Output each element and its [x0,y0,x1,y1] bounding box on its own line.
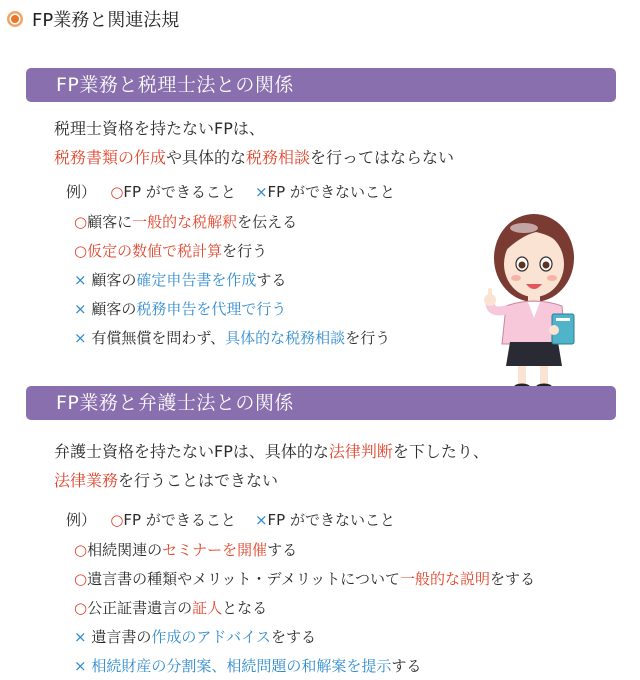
page-title-text: FP業務と関連法規 [32,10,180,31]
section2-intro-line2: 法律業務を行うことはできない [54,471,279,490]
section2-item: ○公正証書遺言の証人となる [74,599,268,617]
section2-item: × 相続財産の分割案、相続問題の和解案を提示する [74,657,422,675]
teacher-woman-illustration [476,206,596,392]
section1-item: ○仮定の数値で税計算を行う [74,242,268,260]
section2-item: × 遺言書の作成のアドバイスをする [74,628,316,646]
section2-item: ○遺言書の種類やメリット・デメリットについて一般的な説明をする [74,570,536,588]
section2-item: ○相続関連のセミナーを開催する [74,541,298,559]
orange-circle-bullet-icon [6,10,24,28]
section1-example-legend: 例） ○FP ができること ×FP ができないこと [66,183,395,201]
section2-intro-line1: 弁護士資格を持たないFPは、具体的な法律判断を下したり、 [54,442,489,461]
section2-heading: FP業務と弁護士法との関係 [26,386,616,420]
section1-item: ○顧客に一般的な税解釈を伝える [74,213,298,231]
page-title [6,6,179,32]
section1-item: × 顧客の税務申告を代理で行う [74,300,287,318]
section1-item: × 顧客の確定申告書を作成する [74,271,287,289]
section1-heading: FP業務と税理士法との関係 [26,68,616,102]
section1-item: × 有償無償を問わず、具体的な税務相談を行う [74,329,391,347]
section1-intro-line2: 税務書類の作成や具体的な税務相談を行ってはならない [54,148,455,167]
section1-intro-line1: 税理士資格を持たないFPは、 [54,119,265,138]
section2-example-legend: 例） ○FP ができること ×FP ができないこと [66,511,395,529]
